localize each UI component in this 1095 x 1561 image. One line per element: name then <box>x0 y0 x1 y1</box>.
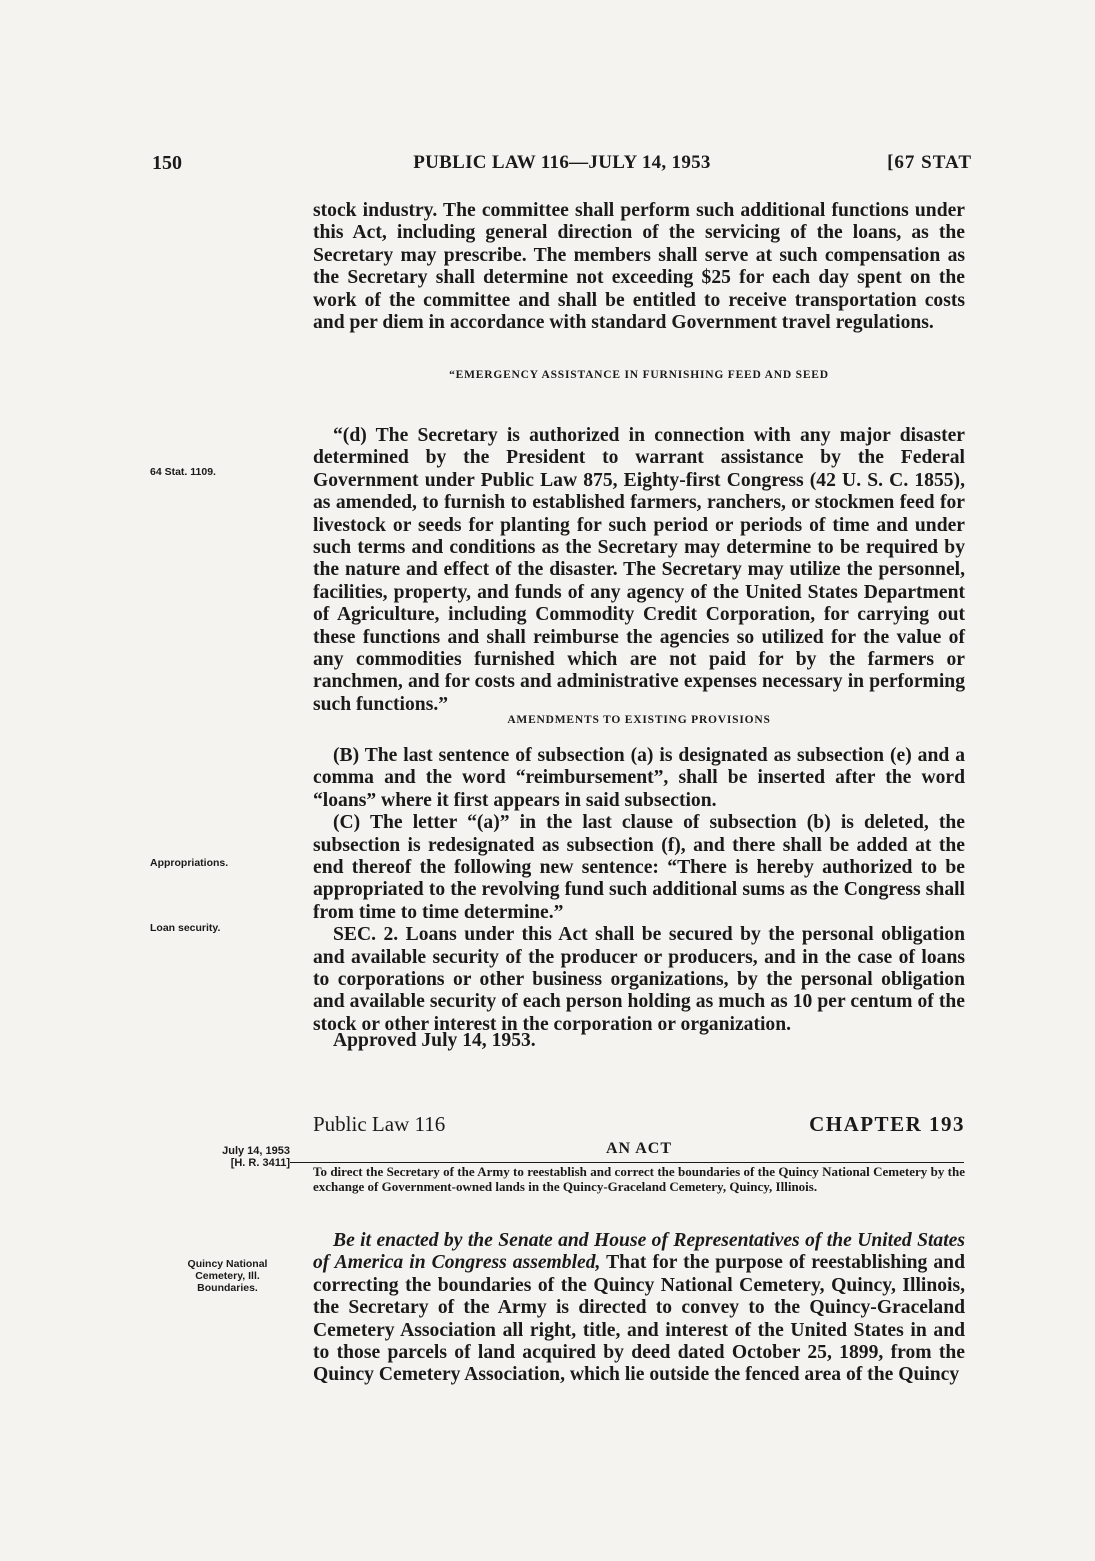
an-act-heading: AN ACT <box>605 1140 672 1157</box>
subsection-b-text: (B) The last sentence of subsection (a) is designated as subsection (e) and a comma and the word “reimbursement”, shall be inserted after the word “loans” where it first appears in said subsection. <box>313 745 965 811</box>
subsection-d-text: “(d) The Secretary is authorized in connection with any major disaster determined by the President to warrant assistance by the Federal Government under Public Law 875, Eighty-first Congress (42 U. S. C. 1855), as amended, to furnish to established farmers, ranchers, or stockmen feed for livestock or seeds for planting for such period or periods of time and under such terms and conditions as the Secretary may determine to be required by the nature and effect of the disaster. The Secretary may utilize the personnel, facilities, property, and funds of any agency of the United States Department of Agriculture, including Commodity Credit Corporation, for carrying out these functions and shall reimburse the agencies so utilized for the value of any commodities furnished which are not paid for by the farmers or ranchmen, and for costs and administrative expenses necessary in performing such functions.” <box>313 425 965 715</box>
heading-amendments: AMENDMENTS TO EXISTING PROVISIONS <box>507 714 771 726</box>
chapter-label: CHAPTER 193 <box>809 1112 965 1136</box>
heading-emergency-assistance: “EMERGENCY ASSISTANCE IN FURNISHING FEED AND SEED <box>449 369 829 381</box>
act-purpose: To direct the Secretary of the Army to reestablish and correct the boundaries of the Quincy National Cemetery by the exchange of Government-owned lands in the Quincy-Graceland Cemetery, Quincy, Illinois. <box>313 1164 965 1194</box>
margin-note-appropriations: Appropriations. <box>150 857 229 869</box>
subsection-c-text: (C) The letter “(a)” in the last clause of subsection (b) is deleted, the subsection is redesignated as subsection (f), and there shall be added at the end thereof the following new sentence: “There is hereby authorized to be appropriated to the revolving fund such additional sums as the Congress shall from time to time determine.” <box>313 812 965 923</box>
paragraph-committee <box>313 200 965 334</box>
enacting-body: That for the purpose of reestablishing and correcting the boundaries of the Quincy National Cemetery, Quincy, Illinois, the Secretary of the Army is directed to convey to the Quincy-Graceland Cemetery Association all right, title, and interest of the United States in and to those parcels of land acquired by deed dated October 25, 1899, from the Quincy Cemetery Association, which lie outside the fenced area of the Quincy <box>313 1252 965 1386</box>
bill-date: July 14, 1953 <box>222 1145 290 1157</box>
margin-quincy-line-1: Quincy National <box>187 1258 268 1270</box>
enacting-clause: Be it enacted by the Senate and House of Representatives of the United States of America in Congress assembled, <box>313 1230 965 1274</box>
margin-quincy-line-2: Cemetery, Ill. <box>195 1270 260 1282</box>
margin-note-64-stat: 64 Stat. 1109. <box>150 466 216 478</box>
bill-id-rule <box>290 1162 964 1163</box>
page-number: 150 <box>152 152 182 174</box>
statute-reference: [67 STAT <box>887 152 972 173</box>
committee-text: stock industry. The committee shall perform such additional functions under this Act, including general direction of the servicing of the loans, as the Secretary may prescribe. The members shall serve at such compensation as the Secretary shall determine not exceeding $25 for each day spent on the work of the committee and shall be entitled to receive transportation costs and per diem in accordance with standard Government travel regulations. <box>313 200 965 334</box>
enacting-paragraph <box>313 1230 965 1387</box>
paragraphs-amendments <box>313 745 965 1036</box>
margin-quincy-line-3: Boundaries. <box>197 1282 258 1294</box>
public-law-label: Public Law 116 <box>313 1112 446 1136</box>
section-2-label: SEC. 2. <box>333 924 399 946</box>
running-head <box>152 152 972 180</box>
bill-id <box>170 1145 290 1169</box>
bill-number: [H. R. 3411] <box>230 1157 290 1169</box>
approval-date: Approved July 14, 1953. <box>333 1030 536 1051</box>
margin-note-loan-security: Loan security. <box>150 922 221 934</box>
margin-note-quincy <box>160 1258 295 1294</box>
law-heading <box>313 1112 965 1136</box>
running-title: PUBLIC LAW 116—JULY 14, 1953 <box>413 152 711 173</box>
section-2 <box>313 924 965 1036</box>
paragraph-d <box>313 425 965 716</box>
section-2-text: Loans under this Act shall be secured by the personal obligation and available security of the producer or producers, and in the case of loans to corporations or other business organizations, by the personal obligation and available security of each person holding as much as 10 per centum of the stock or other interest in the corporation or organization. <box>313 924 965 1035</box>
enacting-text <box>313 1230 965 1387</box>
